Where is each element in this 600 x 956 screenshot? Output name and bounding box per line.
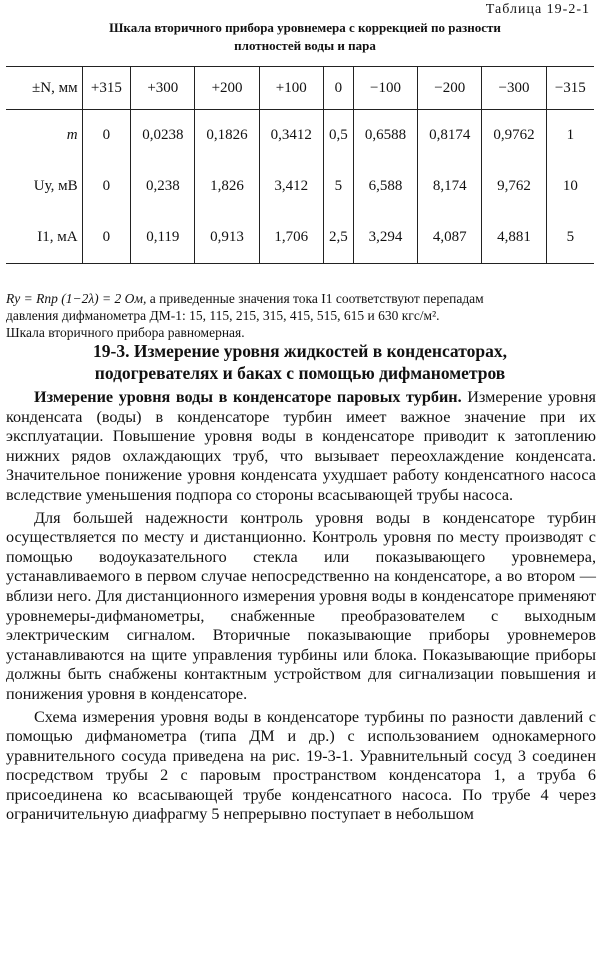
table-cell: 0 (82, 212, 131, 264)
note-line-2: давления дифманометра ДМ-1: 15, 115, 215, 315, 415, 515, 615 и 630 кгс/м². (6, 308, 440, 323)
header-cell: −300 (482, 67, 546, 110)
table-cell: 10 (546, 161, 594, 212)
table-cell: 0,6588 (353, 110, 417, 162)
table-cell: 4,881 (482, 212, 546, 264)
body-text (6, 388, 596, 825)
table-cell: 8,174 (418, 161, 482, 212)
section-title (20, 340, 580, 384)
table-header-row (6, 67, 594, 110)
table-cell: 5 (546, 212, 594, 264)
paragraph-1 (6, 388, 596, 506)
table-caption-line-2: плотностей воды и пара (234, 38, 376, 53)
note-formula: Rу = Rпр (1−2λ) = 2 Ом, (6, 291, 147, 306)
table-cell: 5 (323, 161, 353, 212)
paragraph-runin-heading: Измерение уровня воды в конденсаторе паровых турбин. (34, 388, 462, 406)
row-label: I1, мА (6, 212, 82, 264)
header-cell: −200 (418, 67, 482, 110)
header-cell: −315 (546, 67, 594, 110)
header-cell: −100 (353, 67, 417, 110)
table-cell: 3,294 (353, 212, 417, 264)
table-caption (40, 19, 570, 55)
header-cell: +100 (259, 67, 323, 110)
table-cell: 0,8174 (418, 110, 482, 162)
table-cell: 1,826 (195, 161, 259, 212)
table-cell: 0,119 (131, 212, 195, 264)
table-label: Таблица 19-2-1 (485, 2, 590, 17)
table-row (6, 212, 594, 264)
header-cell: +315 (82, 67, 131, 110)
table-cell: 0 (82, 110, 131, 162)
header-cell: ±N, мм (6, 67, 82, 110)
header-cell: 0 (323, 67, 353, 110)
table-cell: 2,5 (323, 212, 353, 264)
table-cell: 0,9762 (482, 110, 546, 162)
note-line-3: Шкала вторичного прибора равномерная. (6, 325, 245, 340)
table-cell: 1,706 (259, 212, 323, 264)
table-cell: 0,913 (195, 212, 259, 264)
table-cell: 3,412 (259, 161, 323, 212)
table-cell: 0,3412 (259, 110, 323, 162)
row-label: m (66, 127, 78, 143)
paragraph-3: Схема измерения уровня воды в конденсаторе турбины по разности давлений с помощью дифманометра (типа ДМ и др.) с использованием однокамерного уравнительного сосуда приведена на рис. 19-3-1. Уравнительный сосуд 3 соединен посредством трубы 2 с паровым пространством конденсатора 1, а труба 6 присоединена ко всасывающей трубе конденсатного насоса. По трубе 4 через ограничительную диафрагму 5 непрерывно поступает в небольшом (6, 707, 596, 824)
table-cell: 0,1826 (195, 110, 259, 162)
table-cell: 6,588 (353, 161, 417, 212)
calibration-table (6, 66, 594, 264)
table-cell: 0,0238 (131, 110, 195, 162)
header-cell: +300 (131, 67, 195, 110)
section-title-line-2: подогревателях и баках с помощью дифманометров (94, 363, 506, 383)
table-cell: 0 (82, 161, 131, 212)
table-cell: 9,762 (482, 161, 546, 212)
paragraph-1-text: Измерение уровня конденсата (воды) в конденсаторе турбин имеет важное значение при их эксплуатации. Повышение уровня воды в конденсаторе приводит к затоплению нижних рядов охлаждающих труб, что вызывает переохлаждение конденсата. Значительное понижение уровня конденсата ухудшает работу конденсатного насоса вследствие уменьшения подпора со стороны всасывающей трубы насоса. (6, 388, 596, 504)
row-label: Uу, мВ (33, 178, 78, 194)
table-row (6, 161, 594, 212)
table-row (6, 110, 594, 162)
table-cell: 4,087 (418, 212, 482, 264)
table-cell: 0,238 (131, 161, 195, 212)
note-line-1-rest: а приведенные значения тока I1 соответствуют перепадам (146, 291, 484, 306)
paragraph-2: Для большей надежности контроль уровня воды в конденсаторе турбин осуществляется по месту и дистанционно. Контроль уровня по месту производят с помощью водоуказательного стекла или показывающего уровнемера, устанавливаемого в первом случае непосредственно на конденсаторе, а во втором — вблизи него. Для дистанционного измерения уровня воды в конденсаторе применяют уровнемеры-дифманометры, снабженные преобразователем с выходным электрическим сигналом. Вторичные показывающие приборы уровнемеров устанавливаются на щите управления турбины или блока. Показывающие приборы должны быть снабжены контактным устройством для сигнализации повышения и понижения уровня в конденсаторе. (6, 508, 596, 703)
table-cell: 0,5 (323, 110, 353, 162)
note-line-1 (6, 290, 596, 307)
table-caption-line-1: Шкала вторичного прибора уровнемера с коррекцией по разности (109, 20, 501, 35)
header-cell: +200 (195, 67, 259, 110)
section-title-line-1: 19-3. Измерение уровня жидкостей в конденсаторах, (93, 341, 507, 361)
table-cell: 1 (546, 110, 594, 162)
table-note (6, 290, 596, 341)
